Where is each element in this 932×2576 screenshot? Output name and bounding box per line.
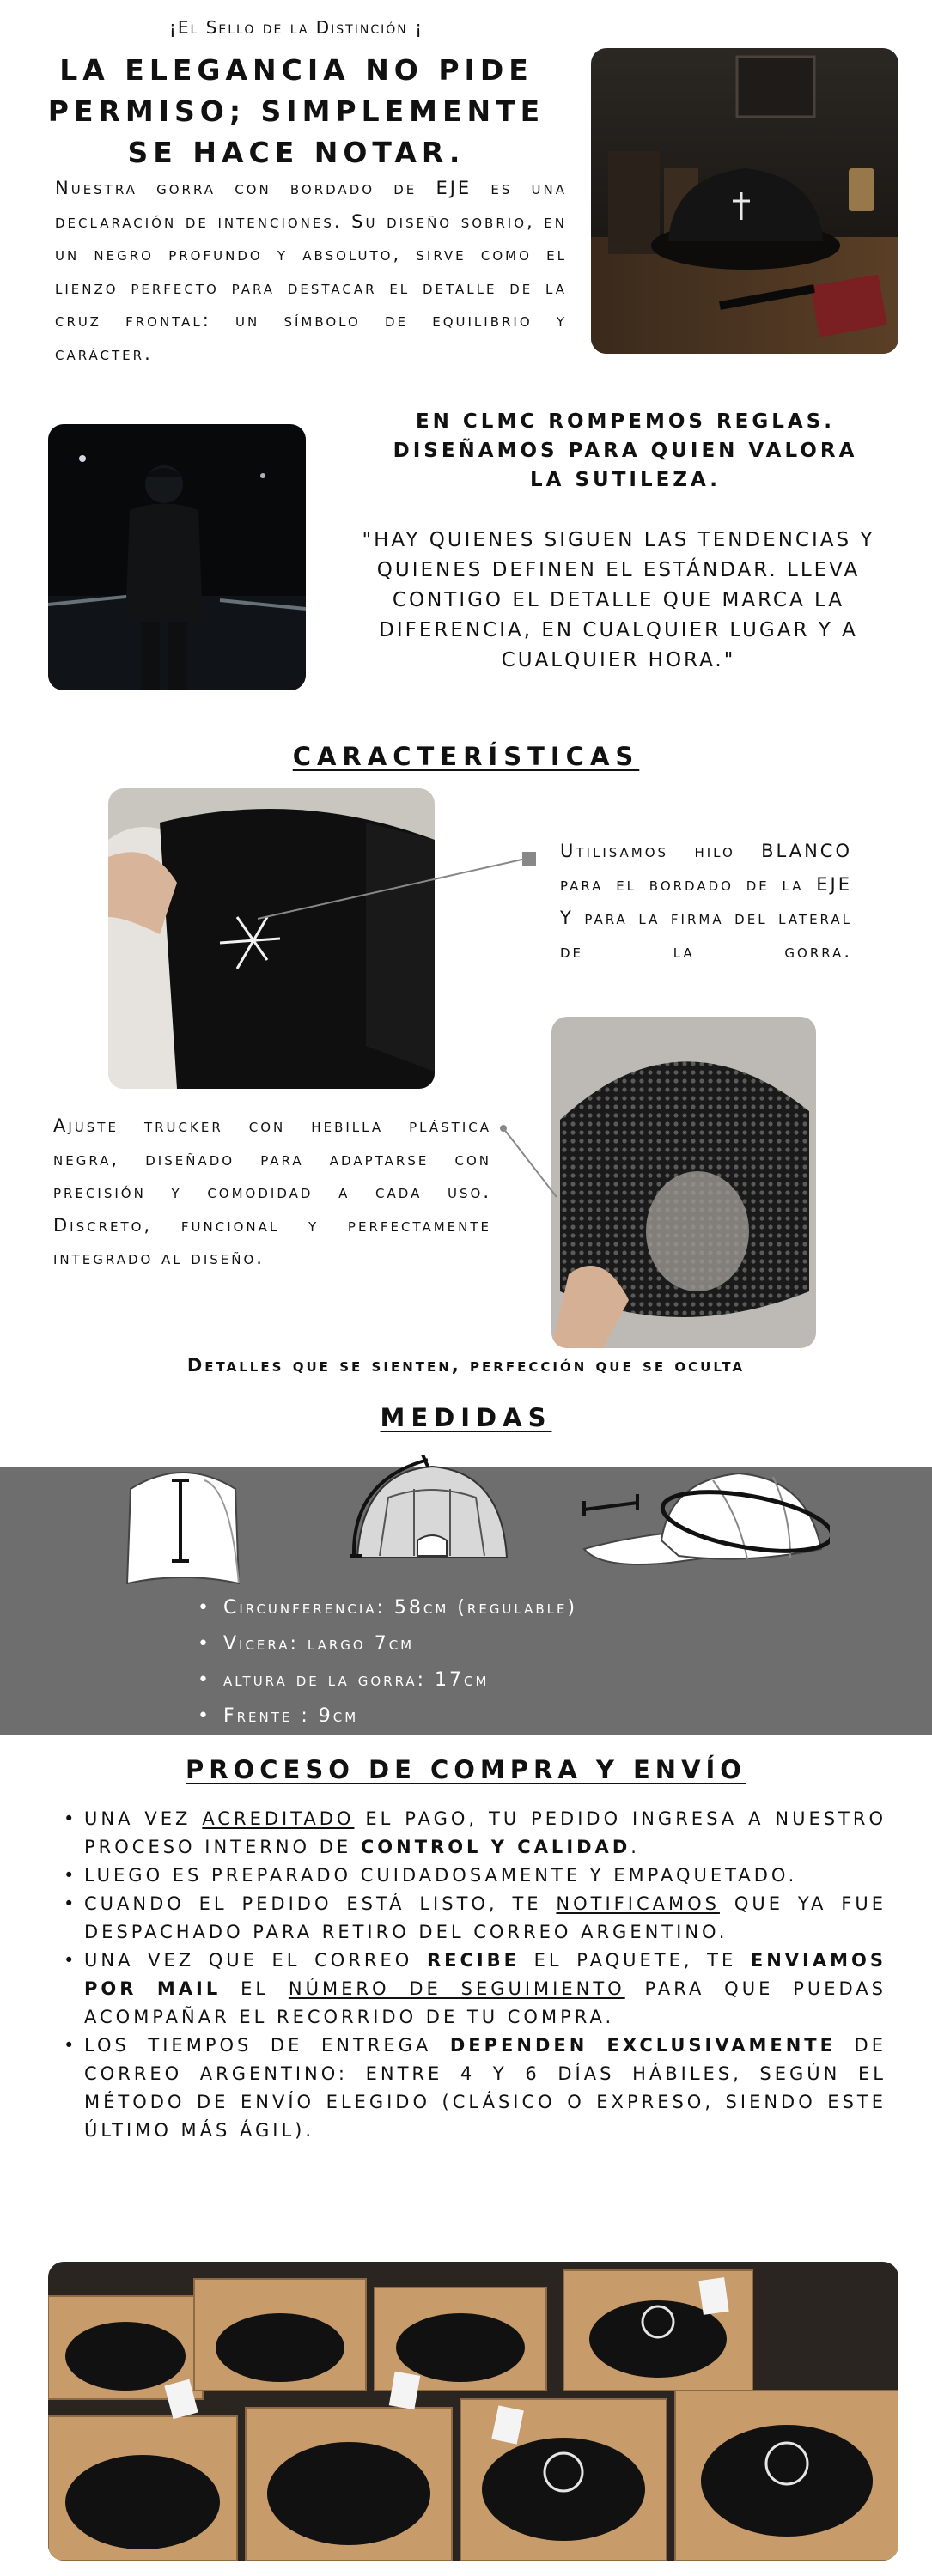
rules-heading [350,407,900,495]
packaged-caps-photo [48,2262,898,2561]
process-step: • UNA VEZ ACREDITADO EL PAGO, TU PEDIDO INGRESA A NUESTRO PROCESO INTERNO DE CONTROL Y CALIDAD. [64,1805,886,1862]
details-tagline: Detalles que se sienten, perfección que se oculta [186,1355,746,1376]
process-step: • LOS TIEMPOS DE ENTREGA DEPENDEN EXCLUSIVAMENTE DE CORREO ARGENTINO: ENTRE 4 Y 6 DÍAS HÁBILES, SEGÚN EL MÉTODO DE ENVÍO ELEGIDO (CLÁSICO O EXPRESO, SIENDO ESTE ÚLTIMO MÁS ÁGIL). [64,2032,886,2145]
features-heading: CARACTERÍSTICAS [292,742,640,771]
cap-side-visor-diagram [576,1455,830,1580]
pointer-line-thread [258,850,541,927]
brand-quote: "HAY QUIENES SIGUEN LAS TENDENCIAS Y QUIENES DEFINEN EL ESTÁNDAR. LLEVA CONTIGO EL DETALLE QUE MARCA LA DIFERENCIA, EN CUALQUIER LUGAR Y A CUALQUIER HORA." [362,529,875,671]
measure-item: • Circunferencia: 58cm (regulable) [198,1590,850,1626]
process-steps-list [64,1805,886,2145]
cap-embroidery-photo [108,788,435,1089]
process-heading: PROCESO DE COMPRA Y ENVÍO [186,1755,746,1784]
process-step: • LUEGO ES PREPARADO CUIDADOSAMENTE Y EMPAQUETADO. [64,1862,886,1890]
rules-heading-line: DISEÑAMOS PARA QUIEN VALORA [393,440,858,462]
hero-description: Nuestra gorra con bordado de EJE es una declaración de intenciones. Su diseño sobrio, en un negro profundo y absoluto, sirve como el lienzo perfecto para destacar el detalle de la cruz frontal: un símbolo de equilibrio y carácter. [55,178,567,364]
measures-list [198,1590,850,1735]
thread-description: Utilisamos hilo BLANCO para el bordado de la EJE Y para la firma del lateral de la gorra. [560,841,852,962]
hero-title-line: PERMISO; SIMPLEMENTE [47,94,545,128]
cap-mesh-back-photo [551,1017,816,1348]
process-step: • CUANDO EL PEDIDO ESTÁ LISTO, TE NOTIFICAMOS QUE YA FUE DESPACHADO PARA RETIRO DEL CORREO ARGENTINO. [64,1890,886,1947]
hero-title-line: LA ELEGANCIA NO PIDE [59,53,533,87]
night-street-photo [48,424,306,690]
hero-title [0,50,593,173]
pointer-line-trucker [500,1125,560,1202]
hero-title-line: SE HACE NOTAR. [127,136,466,169]
rules-heading-line: EN CLMC ROMPEMOS REGLAS. [415,410,836,433]
eyebrow-text: ¡El Sello de la Distinción ¡ [168,17,424,38]
cap-front-height-diagram [119,1455,247,1592]
process-step: • UNA VEZ QUE EL CORREO RECIBE EL PAQUETE, TE ENVIAMOS POR MAIL EL NÚMERO DE SEGUIMIENTO PARA QUE PUEDAS ACOMPAÑAR EL RECORRIDO DE TU COMPRA. [64,1947,886,2032]
measure-item: • altura de la gorra: 17cm [198,1662,850,1698]
trucker-description: Ajuste trucker con hebilla plástica negra, diseñado para adaptarse con precisión y comodidad a cada uso. Discreto, funcional y perfectamente integrado al diseño. [53,1115,491,1268]
cap-back-circumference-diagram [345,1455,519,1566]
measure-item: • Vicera: largo 7cm [198,1626,850,1662]
measure-item: • Frente : 9cm [198,1698,850,1735]
measures-heading: MEDIDAS [380,1403,552,1432]
cap-on-desk-photo [591,48,898,354]
rules-heading-line: LA SUTILEZA. [530,469,721,491]
